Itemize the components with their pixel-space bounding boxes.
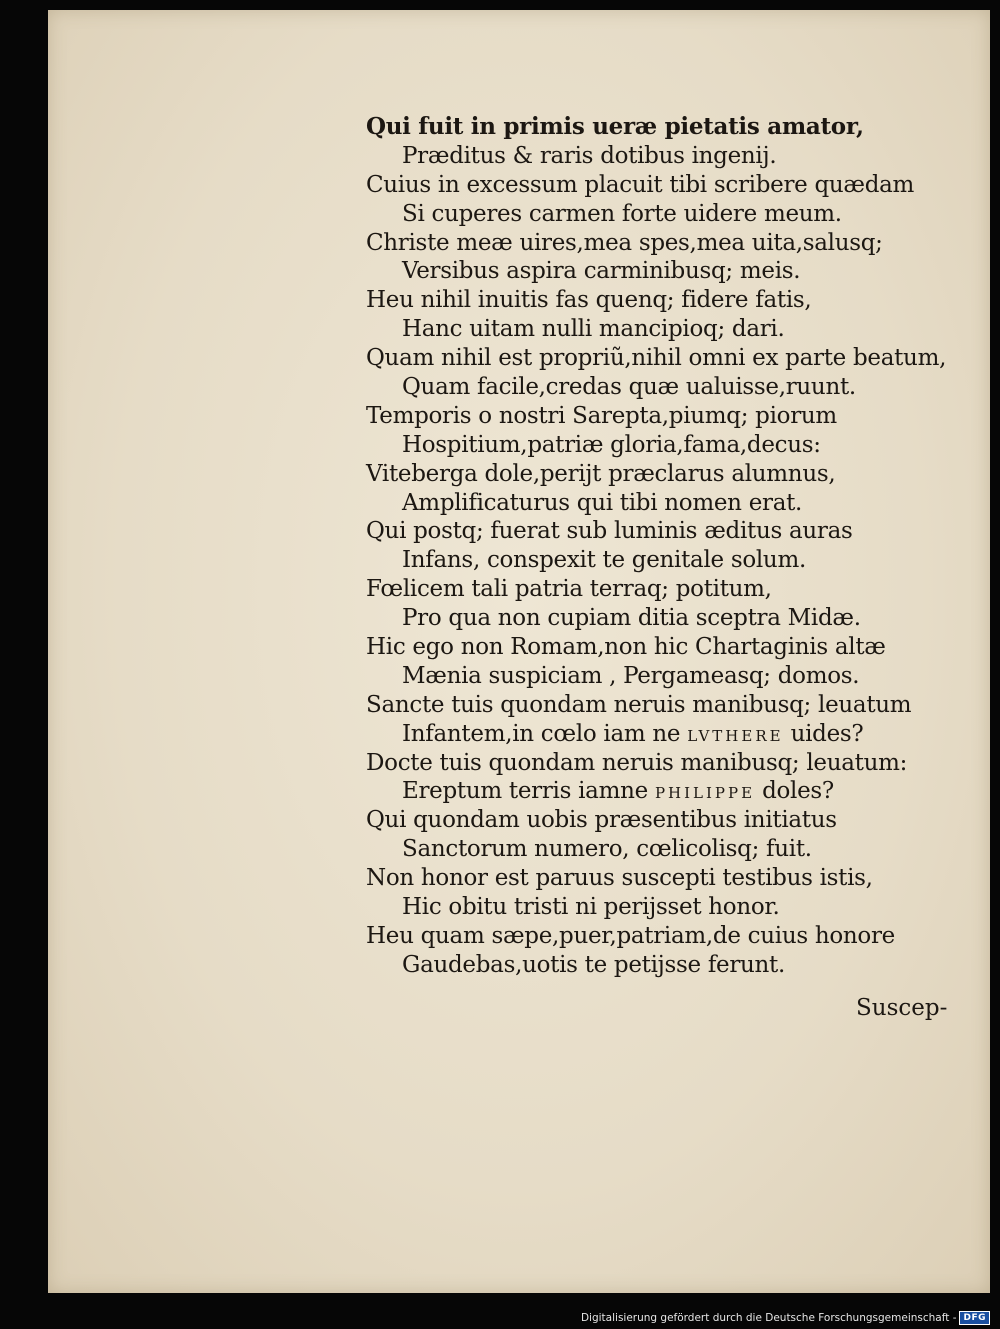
catchword: Suscep- <box>856 995 948 1021</box>
poem-line <box>366 517 1000 546</box>
line-text: Præditus & raris dotibus ingenij. <box>402 142 777 169</box>
line-text: Infantem,in cœlo iam ne <box>402 720 688 747</box>
book-page <box>48 10 990 1293</box>
line-text: Gaudebas,uotis te petijsse ferunt. <box>402 951 786 978</box>
poem-line <box>366 142 1000 171</box>
line-text: Qui fuit in primis ueræ pietatis amator, <box>366 113 864 140</box>
poem-line <box>366 171 1000 200</box>
poem-line <box>366 662 1000 691</box>
poem-line <box>366 951 1000 980</box>
line-text: Quam nihil est propriũ,nihil omni ex parte beatum, <box>366 345 947 372</box>
poem-line <box>366 546 1000 575</box>
poem-line <box>366 893 1000 922</box>
line-text: Pro qua non cupiam ditia sceptra Midæ. <box>402 605 861 632</box>
line-text: Non honor est paruus suscepti testibus istis, <box>366 865 873 892</box>
poem-line <box>366 200 1000 229</box>
poem-line <box>366 402 1000 431</box>
line-text: Heu nihil inuitis fas quenq; fidere fatis, <box>366 287 812 314</box>
line-text: Cuius in excessum placuit tibi scribere quædam <box>366 171 915 198</box>
line-text: Christe meæ uires,mea spes,mea uita,salusq; <box>366 229 883 256</box>
poem-line <box>366 460 1000 489</box>
line-text: Infans, conspexit te genitale solum. <box>402 547 806 574</box>
poem-line <box>366 749 1000 778</box>
poem-line <box>366 835 1000 864</box>
line-text: Si cuperes carmen forte uidere meum. <box>402 200 842 227</box>
line-text: doles? <box>755 778 834 805</box>
poem-line <box>366 720 1000 749</box>
line-text: Sanctorum numero, cœlicolisq; fuit. <box>402 836 812 863</box>
poem-line <box>366 373 1000 402</box>
poem-line <box>366 489 1000 518</box>
poem-line <box>366 431 1000 460</box>
poem-line <box>366 286 1000 315</box>
line-text: Mænia suspiciam , Pergameasq; domos. <box>402 662 860 689</box>
poem-line <box>366 922 1000 951</box>
line-text: Docte tuis quondam neruis manibusq; leuatum: <box>366 749 908 776</box>
poem-line <box>366 575 1000 604</box>
poem-line <box>366 604 1000 633</box>
line-text: Qui quondam uobis præsentibus initiatus <box>366 807 837 834</box>
line-text: Ereptum terris iamne <box>402 778 655 805</box>
footer-credit-text: Digitalisierung gefördert durch die Deutsche Forschungsgemeinschaft - <box>580 1312 957 1324</box>
line-text: Hic obitu tristi ni perijsset honor. <box>402 894 780 921</box>
poem-line <box>366 257 1000 286</box>
line-text: Temporis o nostri Sarepta,piumq; piorum <box>366 402 837 429</box>
dfg-logo-icon: DFG <box>959 1311 990 1325</box>
poem-line <box>366 864 1000 893</box>
poem-text-block <box>366 113 1000 980</box>
line-text: uides? <box>783 720 864 747</box>
line-text: Viteberga dole,perijt præclarus alumnus, <box>366 460 836 487</box>
small-caps-name: PHILIPPE <box>654 784 756 803</box>
line-text: Versibus aspira carminibusq; meis. <box>402 258 801 285</box>
poem-line <box>366 315 1000 344</box>
line-text: Qui postq; fuerat sub luminis æditus auras <box>366 518 853 545</box>
line-text: Amplificaturus qui tibi nomen erat. <box>402 489 803 516</box>
poem-line <box>366 113 1000 142</box>
line-text: Fœlicem tali patria terraq; potitum, <box>366 576 772 603</box>
line-text: Hanc uitam nulli mancipioq; dari. <box>402 316 785 343</box>
line-text: Heu quam sæpe,puer,patriam,de cuius honore <box>366 922 895 949</box>
line-text: Hic ego non Romam,non hic Chartaginis altæ <box>366 634 886 661</box>
digitization-footer <box>581 1311 990 1325</box>
poem-line <box>366 806 1000 835</box>
poem-line <box>366 344 1000 373</box>
line-text: Sancte tuis quondam neruis manibusq; leuatum <box>366 691 912 718</box>
poem-line <box>366 691 1000 720</box>
small-caps-name: LVTHERE <box>687 726 784 745</box>
poem-line <box>366 633 1000 662</box>
line-text: Quam facile,credas quæ ualuisse,ruunt. <box>402 374 856 401</box>
poem-line <box>366 777 1000 806</box>
line-text: Hospitium,patriæ gloria,fama,decus: <box>402 431 821 458</box>
poem-line <box>366 229 1000 258</box>
